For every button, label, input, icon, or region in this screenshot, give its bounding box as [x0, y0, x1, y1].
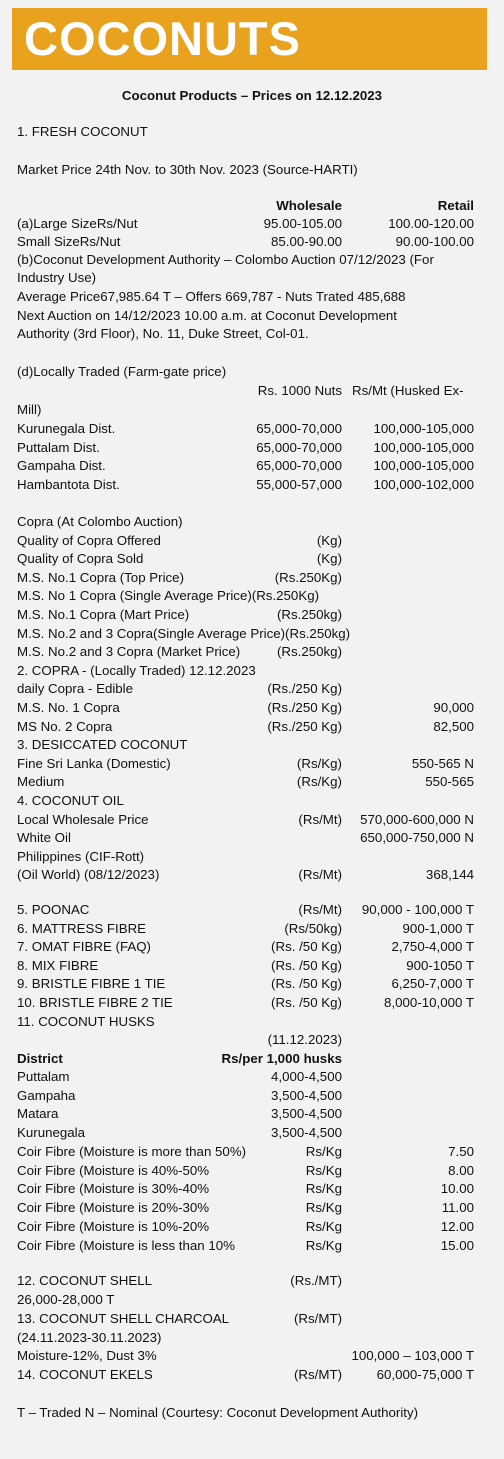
- auction-line-2: Industry Use): [17, 270, 97, 285]
- husk-price: 3,500-4,500: [271, 1106, 342, 1122]
- ekels-value: 60,000-75,000 T: [376, 1367, 474, 1382]
- coir-fibre-label: Coir Fibre (Moisture is less than 10%: [17, 1237, 235, 1253]
- husk-district: Kurunegala: [17, 1125, 86, 1141]
- next-auction-line-1: Next Auction on 14/12/2023 10.00 a.m. at Coconut Development: [17, 308, 397, 323]
- auction-line-1: (b)Coconut Development Authority – Colombo Auction 07/12/2023 (For: [17, 252, 434, 267]
- copra-item-label: M.S. No.2 and 3 Copra (Market Price): [17, 644, 241, 660]
- next-auction-line-2: Authority (3rd Floor), No. 11, Duke Street, Col-01.: [17, 326, 309, 341]
- market-price-line: Market Price 24th Nov. to 30th Nov. 2023 (Source-HARTI): [17, 162, 358, 177]
- copra-item-value: 82,500: [433, 718, 474, 734]
- retail-header: Retail: [437, 198, 474, 213]
- charcoal-label: 13. COCONUT SHELL CHARCOAL: [17, 1311, 230, 1326]
- title-banner: [12, 8, 487, 70]
- copra-item-unit: (Kg): [316, 551, 342, 567]
- large-size-wholesale: 95.00-105.00: [263, 216, 342, 231]
- copra-item-label: Local Wholesale Price: [17, 811, 149, 827]
- copra-item-label: M.S. No.1 Copra (Top Price): [17, 569, 185, 585]
- copra-item-unit: (Rs.250kg): [276, 644, 342, 660]
- copra-item-label: MS No. 2 Copra: [17, 718, 113, 734]
- copra-item-value: 550-565: [425, 774, 474, 790]
- copra-item-label: (Oil World) (08/12/2023): [17, 867, 160, 883]
- product-value: 2,750-4,000 T: [391, 939, 474, 955]
- coir-fibre-label: Coir Fibre (Moisture is 30%-40%: [17, 1181, 210, 1197]
- copra-item-label: White Oil: [17, 830, 71, 846]
- page-heading: Coconut Products – Prices on 12.12.2023: [121, 88, 383, 103]
- copra-item-unit: (Kg): [316, 532, 342, 548]
- coir-fibre-price: 15.00: [440, 1237, 474, 1253]
- district-mt-price: 100,000-105,000: [373, 439, 474, 455]
- product-label: 6. MATTRESS FIBRE: [17, 920, 147, 936]
- district-mt-price: 100,000-105,000: [373, 458, 474, 474]
- ekels-label: 14. COCONUT EKELS: [17, 1367, 153, 1382]
- coir-fibre-label: Coir Fibre (Moisture is more than 50%): [17, 1144, 247, 1159]
- product-label: 9. BRISTLE FIBRE 1 TIE: [17, 976, 166, 992]
- product-value: 6,250-7,000 T: [391, 976, 474, 992]
- coir-fibre-unit: Rs/Kg: [305, 1218, 342, 1234]
- copra-item-label: daily Copra - Edible: [17, 681, 134, 697]
- copra-item-label: Copra (At Colombo Auction): [17, 514, 183, 529]
- copra-item-unit: (Rs.250Kg): [274, 569, 342, 585]
- copra-item-label: 3. DESICCATED COCONUT: [17, 737, 188, 753]
- copra-item-label: Medium: [17, 774, 65, 790]
- per-1000-nuts-header: Rs. 1000 Nuts: [257, 383, 342, 398]
- product-unit: (Rs. /50 Kg): [271, 939, 342, 955]
- husk-price: 3,500-4,500: [271, 1125, 342, 1141]
- copra-item-label: M.S. No 1 Copra (Single Average Price)(Rs.250Kg): [17, 588, 320, 604]
- ekels-unit: (Rs/MT): [294, 1367, 342, 1382]
- small-size-label: Small SizeRs/Nut: [17, 234, 121, 249]
- coconut-shell-value: 26,000-28,000 T: [17, 1292, 115, 1307]
- coconut-shell-unit: (Rs./MT): [290, 1273, 342, 1288]
- copra-item-unit: (Rs./250 Kg): [267, 718, 342, 734]
- district-name: Gampaha Dist.: [17, 458, 106, 474]
- district-mt-price: 100,000-102,000: [373, 477, 474, 493]
- charcoal-unit: (Rs/MT): [294, 1311, 342, 1326]
- district-name: Hambantota Dist.: [17, 477, 120, 493]
- husked-header-cont: Mill): [17, 402, 42, 417]
- district-nut-price: 65,000-70,000: [256, 439, 342, 455]
- husk-district: Gampaha: [17, 1087, 76, 1103]
- husk-district-header: District: [17, 1051, 63, 1066]
- copra-item-unit: (Rs./250 Kg): [267, 700, 342, 715]
- moisture-label: Moisture-12%, Dust 3%: [17, 1348, 157, 1363]
- coir-fibre-price: 10.00: [440, 1181, 474, 1197]
- copra-item-label: 4. COCONUT OIL: [17, 793, 124, 808]
- small-size-retail: 90.00-100.00: [395, 234, 474, 249]
- coir-fibre-unit: Rs/Kg: [305, 1144, 342, 1159]
- copra-item-label: M.S. No.2 and 3 Copra(Single Average Price)(Rs.250kg): [17, 625, 351, 641]
- husk-date: (11.12.2023): [267, 1032, 342, 1047]
- product-label: 8. MIX FIBRE: [17, 957, 99, 973]
- product-value: 8,000-10,000 T: [384, 995, 474, 1010]
- husk-price-header: Rs/per 1,000 husks: [221, 1051, 342, 1066]
- copra-item-value: 368,144: [425, 867, 474, 883]
- copra-item-label: M.S. No.1 Copra (Mart Price): [17, 607, 190, 622]
- district-name: Kurunegala Dist.: [17, 421, 116, 436]
- coir-fibre-unit: Rs/Kg: [305, 1181, 342, 1197]
- locally-traded-heading: (d)Locally Traded (Farm-gate price): [17, 364, 227, 379]
- charcoal-dates: (24.11.2023-30.11.2023): [17, 1330, 162, 1345]
- product-value: 90,000 - 100,000 T: [361, 902, 474, 917]
- coir-fibre-price: 7.50: [448, 1144, 474, 1159]
- copra-item-unit: (Rs/Mt): [298, 811, 342, 827]
- section-fresh-coconut: 1. FRESH COCONUT: [17, 124, 148, 139]
- copra-item-unit: (Rs/Kg): [296, 755, 342, 771]
- coir-fibre-label: Coir Fibre (Moisture is 40%-50%: [17, 1162, 210, 1178]
- large-size-retail: 100.00-120.00: [388, 216, 474, 231]
- product-unit: (Rs. /50 Kg): [271, 995, 342, 1010]
- average-price-line: Average Price67,985.64 T – Offers 669,787 - Nuts Trated 485,688: [17, 289, 406, 304]
- coir-fibre-unit: Rs/Kg: [305, 1162, 342, 1178]
- coir-fibre-price: 8.00: [448, 1162, 474, 1178]
- copra-item-label: 2. COPRA - (Locally Traded) 12.12.2023: [17, 662, 256, 678]
- product-unit: (Rs/50kg): [284, 920, 342, 936]
- banner-title: COCONUTS: [24, 12, 301, 65]
- small-size-wholesale: 85.00-90.00: [271, 234, 342, 249]
- copra-item-value: 90,000: [433, 700, 474, 715]
- coir-fibre-label: Coir Fibre (Moisture is 10%-20%: [17, 1218, 210, 1234]
- product-unit: (Rs. /50 Kg): [271, 957, 342, 973]
- husk-price: 3,500-4,500: [271, 1087, 342, 1103]
- wholesale-header: Wholesale: [276, 198, 342, 213]
- product-label: 10. BRISTLE FIBRE 2 TIE: [17, 995, 173, 1010]
- copra-item-label: Philippines (CIF-Rott): [17, 848, 145, 864]
- coir-fibre-unit: Rs/Kg: [305, 1200, 342, 1216]
- copra-item-value: 550-565 N: [411, 755, 474, 771]
- copra-item-unit: (Rs.250kg): [276, 607, 342, 622]
- coir-fibre-unit: Rs/Kg: [305, 1237, 342, 1253]
- district-nut-price: 65,000-70,000: [256, 458, 342, 474]
- copra-item-unit: (Rs./250 Kg): [267, 681, 342, 697]
- husked-header: Rs/Mt (Husked Ex-: [352, 383, 464, 398]
- footer-note: T – Traded N – Nominal (Courtesy: Coconut Development Authority): [17, 1405, 419, 1420]
- product-value: 900-1050 T: [406, 957, 474, 973]
- coir-fibre-price: 11.00: [441, 1200, 474, 1216]
- district-nut-price: 55,000-57,000: [256, 477, 342, 493]
- product-unit: (Rs. /50 Kg): [271, 976, 342, 992]
- district-name: Puttalam Dist.: [17, 439, 100, 455]
- coir-fibre-price: 12.00: [440, 1218, 474, 1234]
- husk-price: 4,000-4,500: [271, 1069, 342, 1084]
- product-value: 900-1,000 T: [402, 920, 474, 936]
- moisture-value: 100,000 – 103,000 T: [351, 1348, 474, 1363]
- copra-item-unit: (Rs/Kg): [296, 774, 342, 790]
- husk-district: Puttalam: [17, 1069, 70, 1084]
- copra-item-unit: (Rs/Mt): [298, 867, 342, 883]
- copra-item-label: Fine Sri Lanka (Domestic): [17, 755, 171, 771]
- husk-district: Matara: [17, 1106, 59, 1122]
- copra-item-label: Quality of Copra Sold: [17, 551, 144, 567]
- coconut-shell-label: 12. COCONUT SHELL: [17, 1273, 152, 1288]
- district-nut-price: 65,000-70,000: [256, 421, 342, 436]
- district-mt-price: 100,000-105,000: [373, 421, 474, 436]
- copra-item-value: 570,000-600,000 N: [360, 811, 474, 827]
- copra-item-label: M.S. No. 1 Copra: [17, 700, 120, 715]
- product-unit: (Rs/Mt): [298, 902, 342, 917]
- copra-item-value: 650,000-750,000 N: [360, 830, 474, 846]
- copra-item-label: Quality of Copra Offered: [17, 532, 161, 548]
- product-label: 7. OMAT FIBRE (FAQ): [17, 939, 151, 955]
- coir-fibre-label: Coir Fibre (Moisture is 20%-30%: [17, 1200, 210, 1216]
- large-size-label: (a)Large SizeRs/Nut: [17, 216, 138, 231]
- product-label: 5. POONAC: [17, 902, 90, 917]
- product-label: 11. COCONUT HUSKS: [17, 1013, 155, 1029]
